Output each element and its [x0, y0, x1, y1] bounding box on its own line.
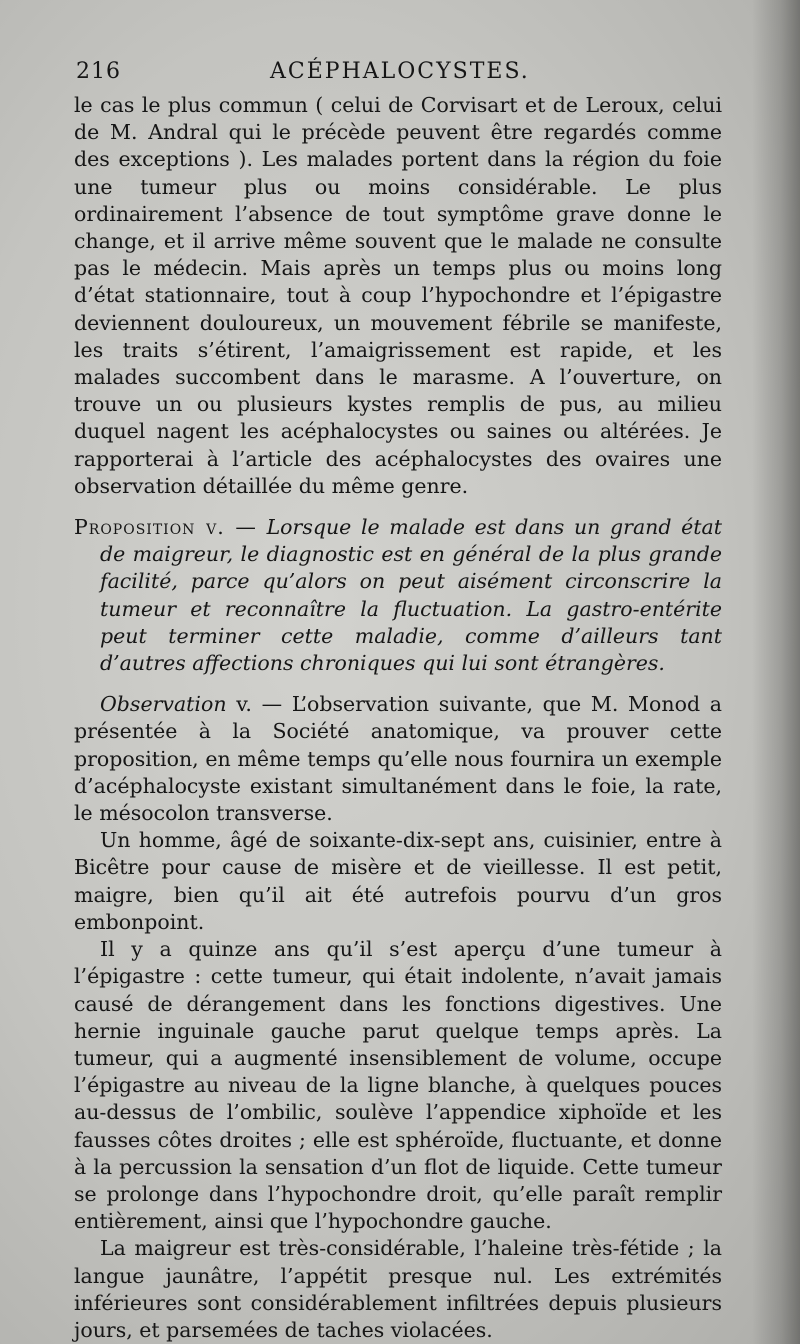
paragraph-patient: Un homme, âgé de soixante-dix-sept ans, cuisinier, entre à Bicêtre pour cause de misère et de vieillesse. Il est petit, maigre, bien qu’il ait été autrefois pourvu d’un gros embonpoint.	[74, 828, 722, 934]
text-block	[74, 58, 722, 1344]
paragraph-symptoms: La maigreur est très-considérable, l’haleine très-fétide ; la langue jaunâtre, l’appétit presque nul. Les extrémités inférieures sont considérablement infiltrées depuis plusieurs jours, et parsemées de taches violacées.	[74, 1236, 722, 1342]
page-number: 216	[76, 59, 121, 84]
observation-paragraph	[74, 691, 722, 827]
observation-text: v. — L’observation suivante, que M. Monod a présentée à la Société anatomique, va prouver cette proposition, en même temps qu’elle nous fournira un exemple d’acéphalocyste existant simultanément dans le foie, la rate, le mésocolon transverse.	[74, 692, 722, 826]
proposition-text: Lorsque le malade est dans un grand état de maigreur, le diagnostic est en général de la plus grande facilité, parce qu’alors on peut aisément circonscrire la tumeur et reconnaître la fluctuation. La gastro-entérite peut terminer cette maladie, comme d’ailleurs tant d’autres affections chroniques qui lui sont étrangères.	[100, 515, 722, 676]
page-header	[74, 58, 722, 88]
running-title: ACÉPHALOCYSTES.	[270, 59, 530, 84]
binding-shadow	[752, 0, 800, 1344]
observation-label: Observation	[100, 692, 227, 717]
paragraph-continued: le cas le plus commun ( celui de Corvisart et de Leroux, celui de M. Andral qui le précède peuvent être regardés comme des exceptions ). Les malades portent dans la région du foie une tumeur plus ou moins considérable. Le plus ordinairement l’absence de tout symptôme grave donne le change, et il arrive même souvent que le malade ne consulte pas le médecin. Mais après un temps plus ou moins long d’état stationnaire, tout à coup l’hypochondre et l’épigastre deviennent douloureux, un mouvement fébrile se manifeste, les traits s’étirent, l’amaigrissement est rapide, et les malades succombent dans le marasme. A l’ouverture, on trouve un ou plusieurs kystes remplis de pus, au milieu duquel nagent les acéphalocystes ou saines ou altérées. Je rapporterai à l’article des acéphalocystes des ovaires une observation détaillée du même genre.	[74, 93, 722, 498]
proposition-label: Proposition v. —	[74, 515, 257, 540]
proposition-paragraph	[74, 514, 722, 677]
paragraph-tumor: Il y a quinze ans qu’il s’est aperçu d’une tumeur à l’épigastre : cette tumeur, qui était indolente, n’avait jamais causé de dérangement dans les fonctions digestives. Une hernie inguinale gauche parut quelque temps après. La tumeur, qui a augmenté insensiblement de volume, occupe l’épigastre au niveau de la ligne blanche, à quelques pouces au-dessus de l’ombilic, soulève l’appendice xiphoïde et les fausses côtes droites ; elle est sphéroïde, fluctuante, et donne à la percussion la sensation d’un flot de liquide. Cette tumeur se prolonge dans l’hypochondre droit, qu’elle paraît remplir entièrement, ainsi que l’hypochondre gauche.	[74, 937, 722, 1234]
